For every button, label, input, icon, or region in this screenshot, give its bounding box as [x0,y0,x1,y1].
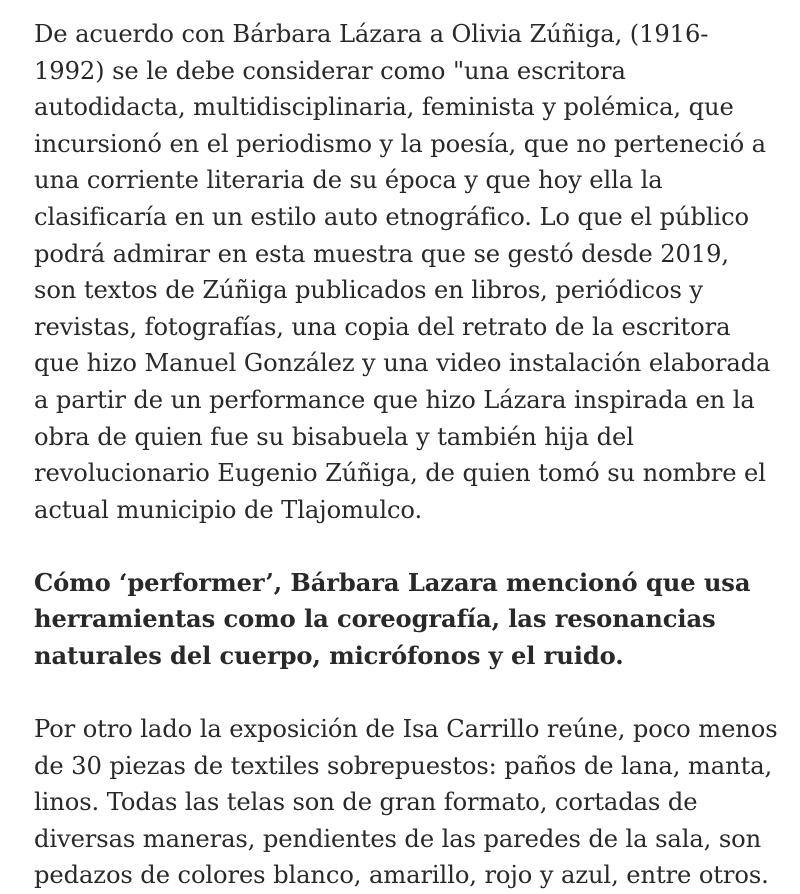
paragraph-olivia-zuniga: De acuerdo con Bárbara Lázara a Olivia Zúñiga, (1916-1992) se le debe considerar como "una escritora autodidacta, multidisciplinaria, feminista y polémica, que incursionó en el periodismo y la poesía, que no perteneció a una corriente literaria de su época y que hoy ella la clasificaría en un estilo auto etnográfico. Lo que el público podrá admirar en esta muestra que se gestó desde 2019, son textos de Zúñiga publicados en libros, periódicos y revistas, fotografías, una copia del retrato de la escritora que hizo Manuel González y una video instalación elaborada a partir de un performance que hizo Lázara inspirada en la obra de quien fue su bisabuela y también hija del revolucionario Eugenio Zúñiga, de quien tomó su nombre el actual municipio de Tlajomulco. [34,20,771,524]
paragraph-performer-quote: Cómo ‘performer’, Bárbara Lazara mencionó que usa herramientas como la coreografía, las resonancias naturales del cuerpo, micrófonos y el ruido. [34,567,751,670]
paragraph-isa-carrillo: Por otro lado la exposición de Isa Carrillo reúne, poco menos de 30 piezas de textiles sobrepuestos: paños de lana, manta, linos. Todas las telas son de gran formato, cortadas de diversas maneras, pendientes de las paredes de la sala, son pedazos de colores blanco, amarillo, rojo y azul, entre otros. [34,715,778,890]
